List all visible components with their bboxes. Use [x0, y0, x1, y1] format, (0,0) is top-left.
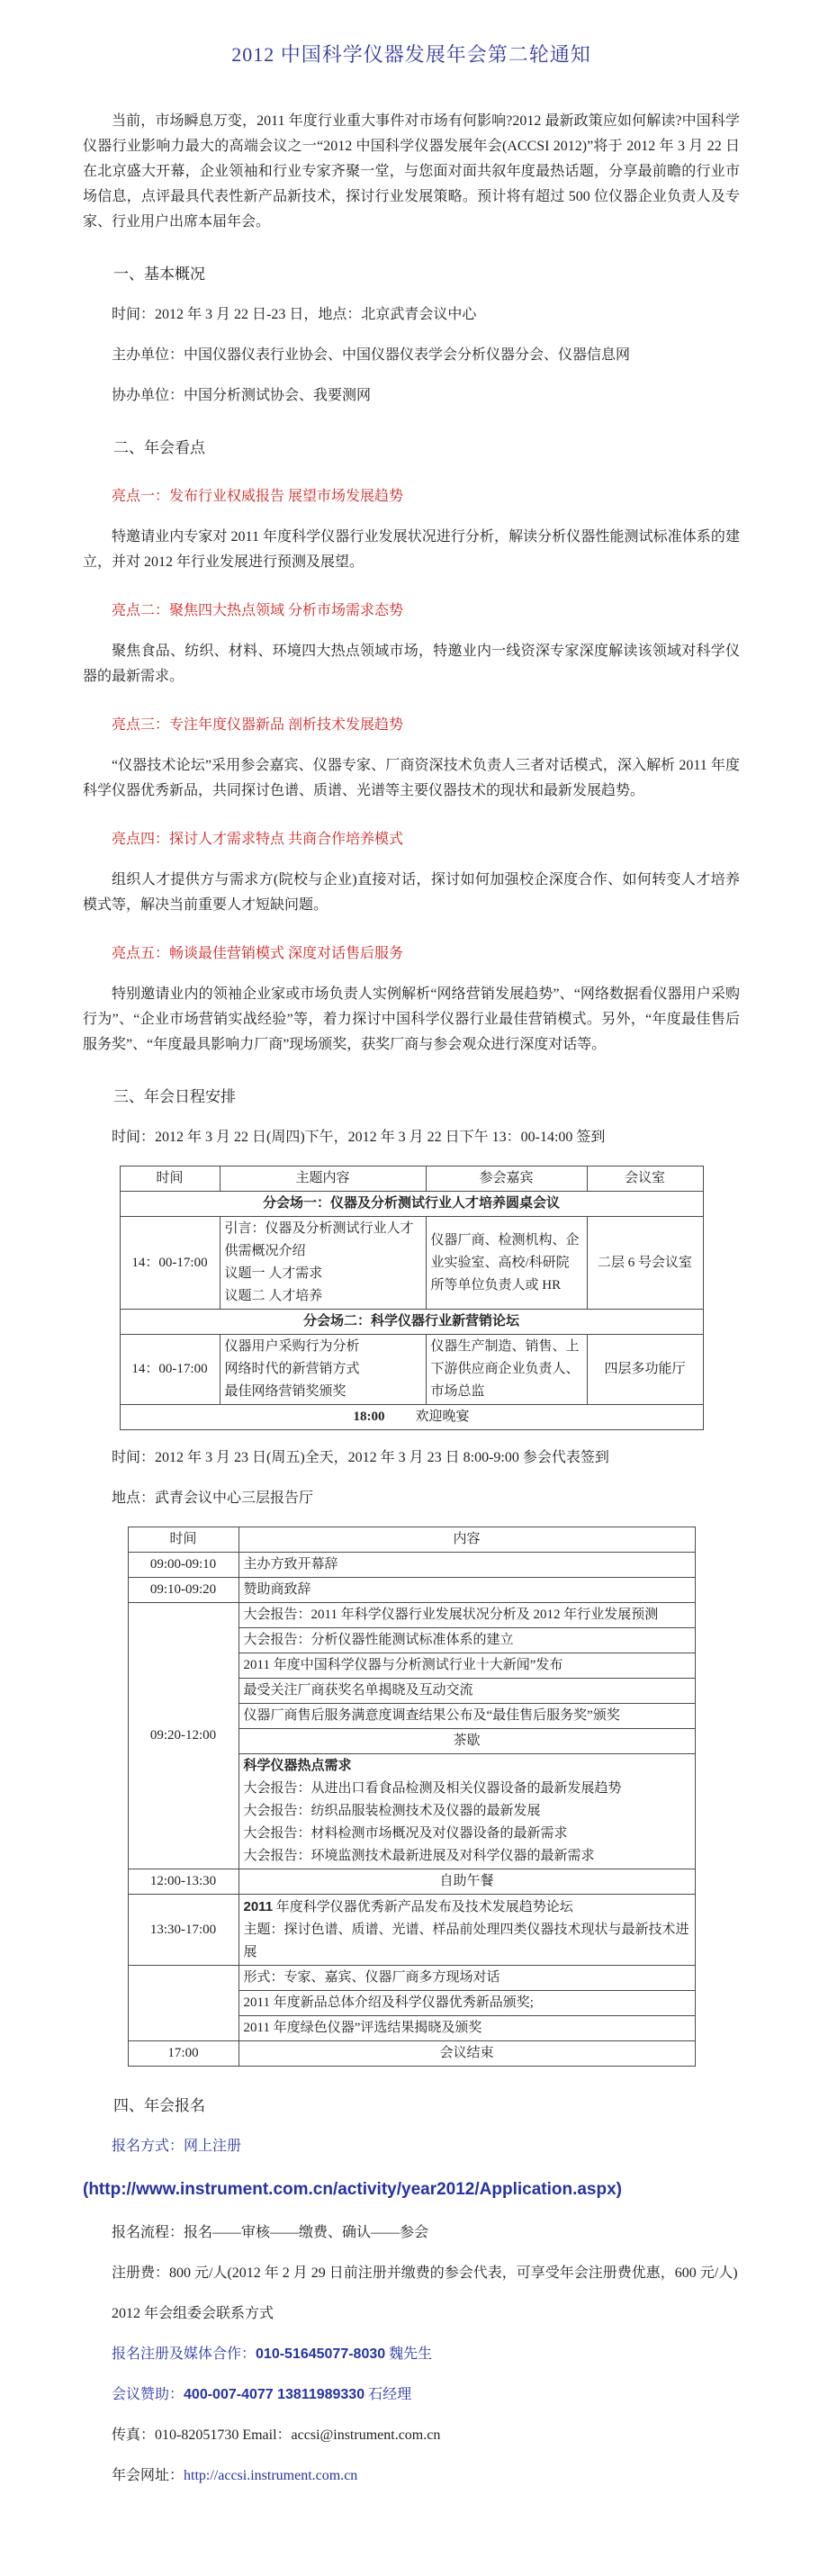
table-row	[128, 1578, 695, 1603]
highlight-2-body: 聚焦食品、纺织、材料、环境四大热点领域市场，特邀业内一线资深专家深度解读该领域对科学仪器的最新需求。	[83, 644, 740, 684]
hot-demand-item-3: 大会报告：材料检测市场概况及对仪器设备的最新需求	[243, 1826, 568, 1841]
table-row	[128, 1966, 695, 1991]
sponsor-contact-label: 会议赞助：	[112, 2387, 184, 2402]
session2-detail-row	[120, 1335, 703, 1405]
row-time: 17:00	[128, 2041, 238, 2067]
row-content: 形式：专家、嘉宾、仪器厂商多方现场对话	[238, 1966, 695, 1991]
website-label: 年会网址：	[112, 2468, 184, 2483]
row-time: 13:30-17:00	[128, 1895, 238, 1966]
table-row	[128, 1553, 695, 1578]
session2-title-row	[120, 1310, 703, 1335]
welcome-dinner-cell	[120, 1405, 703, 1430]
row-content: 2011 年度中国科学仪器与分析测试行业十大新闻”发布	[238, 1653, 695, 1679]
table1-header-time: 时间	[120, 1166, 220, 1192]
row-content: 主办方致开幕辞	[238, 1553, 695, 1578]
table-header-row	[128, 1527, 695, 1553]
session1-title-row	[120, 1192, 703, 1217]
dinner-label: 欢迎晚宴	[415, 1410, 470, 1424]
day2-schedule-table	[128, 1527, 696, 2067]
closing-row	[128, 2041, 695, 2067]
row-content: 大会报告：2011 年科学仪器行业发展状况分析及 2012 年行业发展预测	[238, 1603, 695, 1628]
session2-time: 14：00-17:00	[120, 1335, 220, 1405]
forum-title-line	[244, 1896, 690, 1919]
highlight-5-title: 亮点五：畅谈最佳营销模式 深度对话售后服务	[112, 946, 404, 961]
day2-place-line: 地点：武青会议中心三层报告厅	[112, 1491, 314, 1506]
hot-demand-cell	[238, 1754, 695, 1869]
highlight-1-body: 特邀请业内专家对 2011 年度科学仪器行业发展状况进行分析，解读分析仪器性能测试标准体系的建立，并对 2012 年行业发展进行预测及展望。	[83, 529, 740, 570]
dinner-time: 18:00	[353, 1410, 385, 1424]
empty-time-cell	[128, 1966, 238, 2041]
registration-contact-label: 报名注册及媒体合作：	[112, 2346, 256, 2362]
highlight-4-title: 亮点四：探讨人才需求特点 共商合作培养模式	[112, 832, 404, 847]
row-time: 12:00-13:30	[128, 1869, 238, 1895]
lunch-row	[128, 1869, 695, 1895]
contact-heading: 2012 年会组委会联系方式	[112, 2306, 274, 2321]
website-link[interactable]: http://accsi.instrument.com.cn	[184, 2468, 358, 2483]
sponsor-contact-line	[83, 2382, 740, 2408]
website-line	[83, 2463, 740, 2489]
day2-time-line: 时间：2012 年 3 月 23 日(周五)全天，2012 年 3 月 23 日 8:00-9:00 参会代表签到	[112, 1450, 609, 1465]
session1-topics	[220, 1217, 426, 1310]
registration-fee-line: 注册费：800 元/人(2012 年 2 月 29 日前注册并缴费的参会代表，可享受年会注册费优惠，600 元/人)	[112, 2265, 738, 2281]
hot-demand-item-1: 大会报告：从进出口看食品检测及相关仪器设备的最新发展趋势	[243, 1781, 622, 1796]
session2-topic-3: 最佳网络营销奖颁奖	[224, 1384, 346, 1399]
section1-time-line: 时间：2012 年 3 月 22 日-23 日，地点：北京武青会议中心	[112, 307, 477, 322]
welcome-dinner-row	[120, 1405, 703, 1430]
registration-contact-phone: 010-51645077-8030	[256, 2346, 386, 2362]
section1-host-line: 主办单位：中国仪器仪表行业协会、中国仪器仪表学会分析仪器分会、仪器信息网	[112, 347, 631, 363]
session1-topic-2: 议题二 人才培养	[224, 1289, 323, 1303]
registration-contact-name: 魏先生	[385, 2346, 433, 2362]
section1-cohost-line: 协办单位：中国分析测试协会、我要测网	[112, 388, 372, 403]
forum-cell	[238, 1895, 695, 1966]
session2-guests: 仪器生产制造、销售、上下游供应商企业负责人、市场总监	[426, 1335, 587, 1405]
registration-method-line	[83, 2134, 740, 2159]
session1-room: 二层 6 号会议室	[587, 1217, 703, 1310]
highlight-2-title: 亮点二：聚焦四大热点领域 分析市场需求态势	[112, 603, 404, 618]
hot-demand-item-2: 大会报告：纺织品服装检测技术及仪器的最新发展	[243, 1804, 541, 1818]
session2-title: 分会场二：科学仪器行业新营销论坛	[120, 1310, 703, 1335]
table2-header-time: 时间	[128, 1527, 238, 1553]
highlight-3-body: “仪器技术论坛”采用参会嘉宾、仪器专家、厂商资深技术负责人三者对话模式，深入解析 2011 年度科学仪器优秀新品，共同探讨色谱、质谱、光谱等主要仪器技术的现状和最新发展趋势。	[83, 758, 740, 798]
table-header-row	[120, 1166, 703, 1192]
row-content: 赞助商致辞	[238, 1578, 695, 1603]
row-content: 2011 年度绿色仪器”评选结果揭晓及颁奖	[238, 2016, 695, 2041]
registration-url-link[interactable]	[83, 2177, 740, 2202]
highlight-4-body: 组织人才提供方与需求方(院校与企业)直接对话，探讨如何加强校企深度合作、如何转变人才培养模式等，解决当前重要人才短缺问题。	[83, 872, 740, 913]
table1-header-room: 会议室	[587, 1166, 703, 1192]
registration-method-label: 报名方式：	[112, 2139, 184, 2154]
forum-subtitle: 主题：探讨色谱、质谱、光谱、样品前处理四类仪器技术现状与最新技术进展	[243, 1923, 689, 1959]
session1-detail-row	[120, 1217, 703, 1310]
sponsor-contact-phone: 400-007-4077 13811989330	[184, 2387, 365, 2402]
row-content: 大会报告：分析仪器性能测试标准体系的建立	[238, 1628, 695, 1653]
session2-room: 四层多功能厅	[587, 1335, 703, 1405]
day1-schedule-table	[120, 1166, 704, 1430]
session1-topic-1: 议题一 人才需求	[224, 1266, 323, 1281]
page-title: 2012 中国科学仪器发展年会第二轮通知	[231, 43, 591, 66]
row-content: 仪器厂商售后服务满意度调查结果公布及“最佳售后服务奖”颁奖	[238, 1704, 695, 1729]
highlight-3-title: 亮点三：专注年度仪器新品 剖析技术发展趋势	[112, 717, 404, 733]
row-time-morning-block: 09:20-12:00	[128, 1603, 238, 1869]
row-content: 最受关注厂商获奖名单揭晓及互动交流	[238, 1679, 695, 1704]
day1-time-line: 时间：2012 年 3 月 22 日(周四)下午，2012 年 3 月 22 日下午 13：00-14:00 签到	[112, 1130, 606, 1145]
session1-title: 分会场一：仪器及分析测试行业人才培养圆桌会议	[120, 1192, 703, 1217]
highlight-1-title: 亮点一：发布行业权威报告 展望市场发展趋势	[112, 489, 404, 504]
session2-topics	[220, 1335, 426, 1405]
section1-heading: 一、基本概况	[113, 266, 205, 283]
forum-row	[128, 1895, 695, 1966]
table1-header-topic: 主题内容	[220, 1166, 426, 1192]
row-content: 2011 年度新品总体介绍及科学仪器优秀新品颁奖;	[238, 1991, 695, 2016]
section2-heading: 二、年会看点	[113, 439, 205, 456]
forum-title-rest: 年度科学仪器优秀新产品发布及技术发展趋势论坛	[273, 1900, 573, 1914]
fax-email-line: 传真：010-82051730 Email：accsi@instrument.com.cn	[112, 2427, 441, 2443]
section3-heading: 三、年会日程安排	[113, 1088, 236, 1105]
highlight-5-body: 特别邀请业内的领袖企业家或市场负责人实例解析“网络营销发展趋势”、“网络数据看仪器用户采购行为”、“企业市场营销实战经验”等，着力探讨中国科学仪器行业最佳营销模式。另外，“年度最佳售后服务奖”、“年度最具影响力厂商”现场颁奖，获奖厂商与参会观众进行深度对话等。	[83, 986, 740, 1052]
session1-time: 14：00-17:00	[120, 1217, 220, 1310]
row-time: 09:10-09:20	[128, 1578, 238, 1603]
registration-url-text[interactable]: (http://www.instrument.com.cn/activity/year2012/Application.aspx)	[83, 2180, 622, 2199]
registration-contact-line	[83, 2342, 740, 2367]
online-registration-link[interactable]: 网上注册	[184, 2139, 242, 2154]
row-time: 09:00-09:10	[128, 1553, 238, 1578]
session2-topic-2: 网络时代的新营销方式	[224, 1362, 360, 1376]
table2-header-content: 内容	[238, 1527, 695, 1553]
sponsor-contact-name: 石经理	[364, 2387, 412, 2402]
intro-paragraph: 当前，市场瞬息万变，2011 年度行业重大事件对市场有何影响?2012 最新政策应如何解读?中国科学仪器行业影响力最大的高端会议之一“2012 中国科学仪器发展年会(ACCSI 2012)”将于 2012 年 3 月 22 日在北京盛大开幕，企业领袖和行业专家齐聚一堂，与您面对面共叙年度最热话题，分享最前瞻的行业市场信息，点评最具代表性新产品新技术，探讨行业发展策略。预计将有超过 500 位仪器企业负责人及专家、行业用户出席本届年会。	[83, 113, 740, 230]
closing-cell: 会议结束	[238, 2041, 695, 2067]
hot-demand-item-4: 大会报告：环境监测技术最新进展及对科学仪器的最新需求	[243, 1849, 595, 1863]
lunch-cell: 自助午餐	[238, 1869, 695, 1895]
table1-header-guests: 参会嘉宾	[426, 1166, 587, 1192]
session1-topic-intro: 引言：仪器及分析测试行业人才供需概况介绍	[224, 1221, 414, 1258]
section4-heading: 四、年会报名	[113, 2097, 205, 2114]
session2-topic-1: 仪器用户采购行为分析	[224, 1339, 360, 1354]
session1-guests: 仪器厂商、检测机构、企业实验室、高校/科研院所等单位负责人或 HR	[426, 1217, 587, 1310]
table-row	[128, 1603, 695, 1628]
registration-process-line: 报名流程：报名——审核——缴费、确认——参会	[112, 2225, 429, 2240]
hot-demand-title: 科学仪器热点需求	[243, 1759, 352, 1773]
forum-title-year: 2011	[243, 1899, 274, 1914]
tea-break-cell: 茶歇	[238, 1729, 695, 1754]
